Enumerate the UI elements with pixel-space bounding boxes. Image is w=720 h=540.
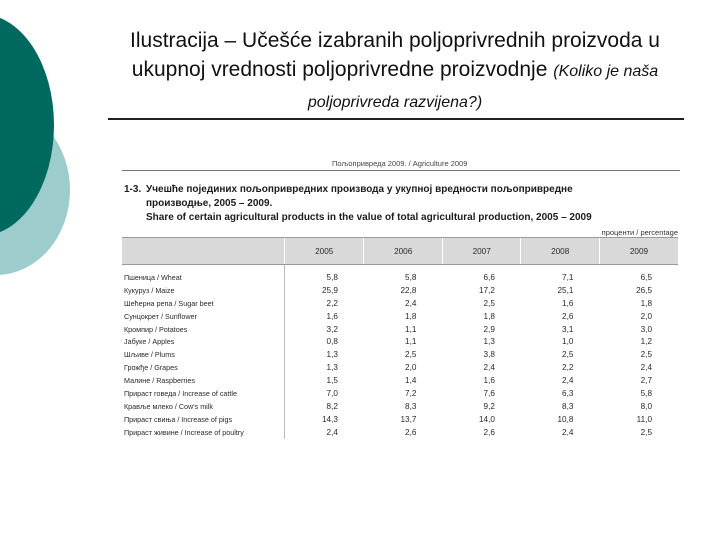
table-cell-value: 10,8 <box>557 414 574 424</box>
table-cell-value: 1,8 <box>640 298 652 308</box>
table-cell-value: 2,4 <box>562 376 574 386</box>
table-header-year: 2005 <box>285 238 364 265</box>
table-cell-value: 6,6 <box>483 272 495 282</box>
table-cell-value: 1,6 <box>562 298 574 308</box>
table-cell-value: 11,0 <box>636 414 652 424</box>
statistics-figure <box>122 156 680 448</box>
table-cell-value: 2,5 <box>483 298 495 308</box>
table-row-label: Прираст свиња / Increase of pigs <box>122 413 285 426</box>
table-cell-value: 2,7 <box>640 376 652 386</box>
table-row <box>122 297 678 310</box>
table-row-label: Јабуке / Apples <box>122 335 285 348</box>
figure-title-line3: Share of certain agricultural products in the value of total agricultural production, 2005 – 2009 <box>146 212 592 223</box>
slide-title-subtitle: (Koliko je naša poljoprivreda razvijena?) <box>307 63 659 111</box>
table-cell-value: 13,7 <box>400 414 417 424</box>
table-cell-value: 14,3 <box>322 414 338 424</box>
table-row-label: Пшеница / Wheat <box>122 271 285 284</box>
table-cell-value: 0,8 <box>326 337 338 347</box>
table-cell-value: 5,8 <box>405 272 417 282</box>
table-cell-value: 7,6 <box>483 388 495 398</box>
table-row-label: Прираст живине / Increase of poultry <box>122 426 285 439</box>
table-row-label: Кукуруз / Maize <box>122 284 285 297</box>
table-cell-value: 9,2 <box>483 401 495 411</box>
table-cell-value: 8,3 <box>562 401 574 411</box>
table-cell-value: 1,8 <box>405 311 417 321</box>
table-cell-value: 1,3 <box>326 363 338 373</box>
table-row <box>122 348 678 361</box>
table-cell-value: 8,0 <box>640 401 652 411</box>
table-row-label: Кромпир / Potatoes <box>122 323 285 336</box>
table-cell-value: 2,4 <box>483 363 495 373</box>
table-row <box>122 400 678 413</box>
figure-header: Пољопривреда 2009. / Agriculture 2009 <box>332 159 468 168</box>
figure-title <box>124 183 680 225</box>
table-cell-value: 1,1 <box>405 337 417 347</box>
table-row <box>122 413 678 426</box>
table-cell-value: 1,4 <box>405 376 417 386</box>
table-cell-value: 1,1 <box>405 324 417 334</box>
table-row-label: Прираст говеда / Increase of cattle <box>122 387 285 400</box>
figure-number: 1-3. <box>124 184 142 195</box>
table-row <box>122 310 678 323</box>
table-cell-value: 3,2 <box>326 324 338 334</box>
table-row <box>122 323 678 336</box>
table-row-label: Малине / Raspberries <box>122 374 285 387</box>
table-cell-value: 1,2 <box>640 337 652 347</box>
table-cell-value: 1,6 <box>483 376 495 386</box>
table-cell-value: 22,8 <box>400 285 417 295</box>
table-row-label: Грожђе / Grapes <box>122 361 285 374</box>
table-cell-value: 6,5 <box>640 272 652 282</box>
table-cell-value: 2,5 <box>562 350 574 360</box>
table-row-label: Сунцокрет / Sunflower <box>122 310 285 323</box>
table-cell-value: 25,9 <box>322 285 338 295</box>
table-cell-value: 1,6 <box>326 311 338 321</box>
table-cell-value: 2,4 <box>405 298 417 308</box>
table-row-label: Крављe млеко / Cow's milk <box>122 400 285 413</box>
slide-title <box>120 26 670 117</box>
table-row-label: Шљиве / Plums <box>122 348 285 361</box>
figure-title-line1: Учешће појединих пољопривредних производа у укупној вредности пољопривредне <box>146 184 573 195</box>
table-header-row <box>122 238 678 265</box>
table-cell-value: 2,6 <box>405 427 417 437</box>
table-cell-value: 5,8 <box>640 388 652 398</box>
figure-unit: проценти / percentage <box>601 228 678 237</box>
table-cell-value: 17,2 <box>479 285 495 295</box>
table-row <box>122 387 678 400</box>
table-cell-value: 2,6 <box>562 311 574 321</box>
table-header-label <box>122 238 285 265</box>
table-cell-value: 7,2 <box>405 388 417 398</box>
figure-title-line2: производње, 2005 – 2009. <box>146 198 273 209</box>
table-cell-value: 2,0 <box>405 363 417 373</box>
table-row <box>122 374 678 387</box>
table-row <box>122 271 678 284</box>
table-header-year: 2006 <box>364 238 443 265</box>
table-cell-value: 2,4 <box>562 427 574 437</box>
table-cell-value: 2,6 <box>483 427 495 437</box>
table-cell-value: 2,9 <box>483 324 495 334</box>
table-cell-value: 14,0 <box>479 414 495 424</box>
table-cell-value: 7,0 <box>326 388 338 398</box>
table-cell-value: 1,3 <box>483 337 495 347</box>
table-cell-value: 2,5 <box>640 350 652 360</box>
table-cell-value: 1,5 <box>326 376 338 386</box>
table-cell-value: 3,1 <box>562 324 574 334</box>
table-header-year: 2007 <box>442 238 521 265</box>
title-divider <box>108 118 684 120</box>
table-cell-value: 1,3 <box>326 350 338 360</box>
table-row <box>122 335 678 348</box>
table-cell-value: 6,3 <box>562 388 574 398</box>
table-cell-value: 26,5 <box>636 285 652 295</box>
figure-top-rule <box>122 170 680 171</box>
table-header-year: 2008 <box>521 238 600 265</box>
table-cell-value: 7,1 <box>562 272 574 282</box>
table-cell-value: 3,8 <box>483 350 495 360</box>
table-cell-value: 25,1 <box>557 285 574 295</box>
table-cell-value: 2,5 <box>405 350 417 360</box>
slide-title-main: Ilustracija – Učešće izabranih poljoprivrednih proizvoda u ukupnoj vrednosti poljoprivredne proizvodnje <box>130 29 660 81</box>
table-cell-value: 1,8 <box>483 311 495 321</box>
table-row-label: Шећерна репа / Sugar beet <box>122 297 285 310</box>
table-cell-value: 5,8 <box>326 272 338 282</box>
data-table <box>122 237 678 439</box>
table-header-year: 2009 <box>599 238 678 265</box>
table-cell-value: 8,2 <box>326 401 338 411</box>
table-cell-value: 2,0 <box>640 311 652 321</box>
table-row <box>122 426 678 439</box>
table-row <box>122 284 678 297</box>
table-row <box>122 361 678 374</box>
table-cell-value: 3,0 <box>640 324 652 334</box>
table-cell-value: 2,2 <box>326 298 338 308</box>
table-cell-value: 2,2 <box>562 363 574 373</box>
table-cell-value: 2,4 <box>640 363 652 373</box>
table-cell-value: 2,5 <box>640 427 652 437</box>
table-cell-value: 1,0 <box>562 337 574 347</box>
table-cell-value: 2,4 <box>326 427 338 437</box>
table-cell-value: 8,3 <box>405 401 417 411</box>
